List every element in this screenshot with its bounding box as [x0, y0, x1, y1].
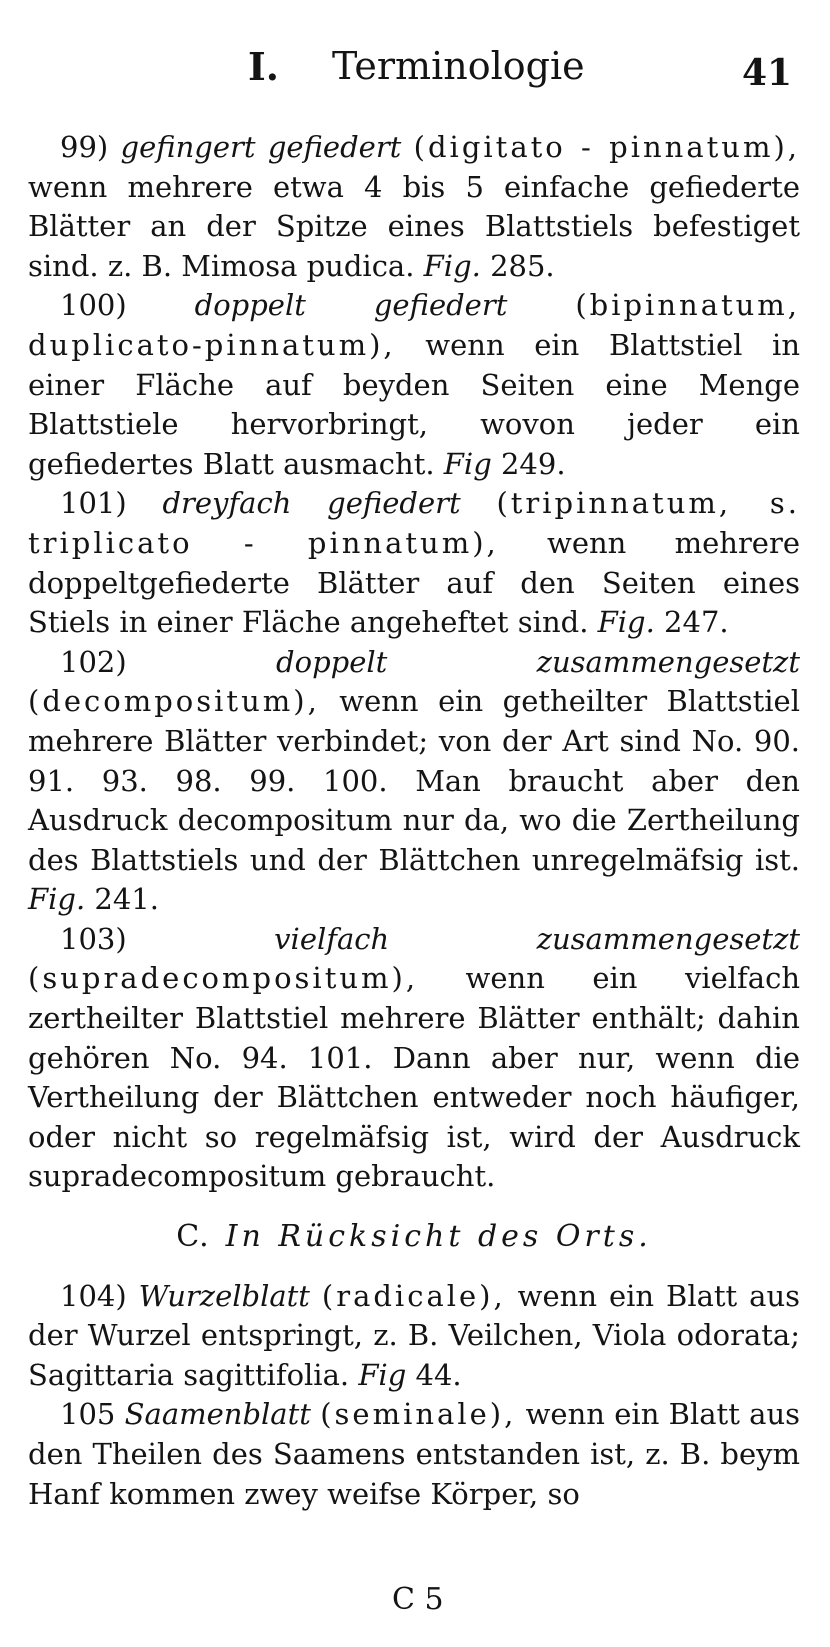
figure-number: 241.: [94, 882, 159, 917]
signature-mark: C 5: [392, 1582, 444, 1617]
entry-text: wenn ein vielfach zertheilter Blattstiel mehrere Blätter enthält; dahin gehören No. 94. 101. Dann aber nur, wenn die Vertheilung der Blättchen entweder noch häufiger, oder nicht so regelmäfsig ist, wird der Ausdruck supradecompositum gebraucht.: [28, 961, 800, 1194]
entry-text: wenn mehrere doppeltgefiederte Blätter auf den Seiten eines Stiels in einer Fläche angeheftet sind.: [28, 525, 800, 640]
entry-latin: (radicale),: [321, 1278, 506, 1313]
entry-term: doppelt gefiedert: [194, 288, 508, 323]
entry-latin: (tripinnatum, s. triplicato - pinnatum),: [28, 486, 800, 560]
entry-99: [28, 128, 800, 286]
section-heading: [28, 1217, 800, 1257]
figure-label: Fig.: [423, 248, 481, 283]
entry-latin: (bipinnatum, duplicato-pinnatum),: [28, 288, 801, 362]
entry-text: wenn ein Blatt aus den Theilen des Saamens entstanden ist, z. B. beym Hanf kommen zwey weifse Körper, so: [28, 1397, 801, 1511]
entry-latin: (digitato - pinnatum),: [413, 130, 801, 164]
chapter-title: Terminologie: [332, 44, 585, 88]
entry-100: [28, 286, 800, 484]
entry-number: 105: [60, 1397, 116, 1432]
figure-label: Fig.: [28, 882, 86, 917]
entry-number: 103): [60, 921, 127, 956]
entry-text: wenn mehrere etwa 4 bis 5 einfache gefiederte Blätter an der Spitze eines Blattstiels befestiget sind. z. B. Mimosa pudica.: [28, 169, 800, 283]
running-header: [0, 44, 830, 104]
entry-latin: (supradecompositum),: [28, 961, 419, 996]
entry-number: 104): [60, 1278, 127, 1313]
figure-number: 285.: [490, 248, 555, 283]
page-number: 41: [742, 52, 793, 94]
entry-102: [28, 643, 800, 920]
figure-label: Fig: [358, 1357, 407, 1392]
entry-term: gefingert gefiedert: [120, 130, 402, 164]
chapter-number: I.: [248, 44, 280, 89]
entry-term: Saamenblatt: [124, 1397, 311, 1432]
entry-latin: (seminale),: [320, 1397, 517, 1432]
entry-latin: (decompositum),: [28, 684, 320, 719]
entry-term: dreyfach gefiedert: [162, 486, 461, 521]
entry-text: wenn ein Blattstiel in einer Fläche auf beyden Seiten eine Menge Blattstiele hervorbringt, wovon jeder ein gefiedertes Blatt ausmacht.: [28, 327, 800, 481]
entry-104: [28, 1277, 800, 1396]
entry-text: wenn ein Blatt aus der Wurzel entspringt, z. B. Veilchen, Viola odorata; Sagittaria sagittifolia.: [28, 1278, 801, 1392]
entry-number: 100): [60, 288, 127, 323]
entry-term: doppelt zusammengesetzt: [276, 644, 800, 679]
entry-term: vielfach zusammengesetzt: [274, 921, 800, 956]
figure-number: 247.: [664, 605, 729, 640]
entry-101: [28, 484, 800, 642]
figure-number: 44.: [415, 1357, 462, 1392]
entry-term: Wurzelblatt: [138, 1278, 310, 1313]
entry-number: 99): [60, 130, 109, 164]
main-text: [28, 128, 800, 1514]
figure-label: Fig.: [597, 605, 655, 640]
figure-number: 249.: [500, 446, 566, 481]
figure-label: Fig: [443, 446, 492, 481]
section-title: In Rücksicht des Orts.: [225, 1219, 652, 1255]
entry-103: [28, 920, 800, 1197]
section-letter: C.: [176, 1219, 210, 1255]
entry-text: wenn ein getheilter Blattstiel mehrere Blätter verbindet; von der Art sind No. 90. 91. 93. 98. 99. 100. Man braucht aber den Ausdruck decompositum nur da, wo die Zertheilung des Blattstiels und der Blättchen unregelmäfsig ist.: [28, 684, 800, 877]
entry-105: [28, 1395, 800, 1514]
entry-number: 101): [60, 486, 127, 521]
entry-number: 102): [60, 644, 127, 679]
